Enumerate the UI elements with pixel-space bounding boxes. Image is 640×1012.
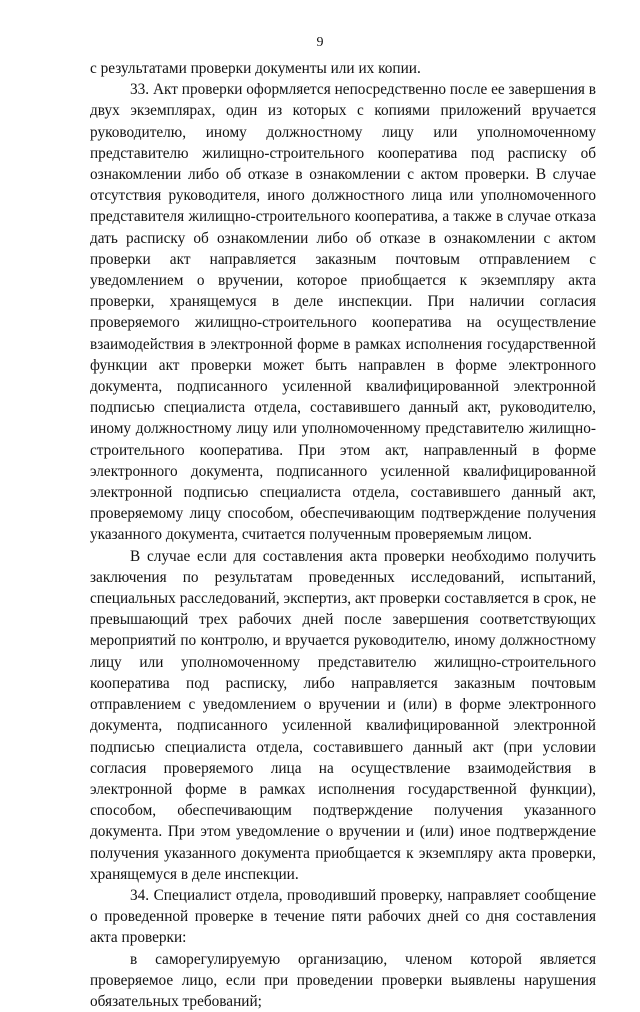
paragraph-sro-notice: в саморегулируемую организацию, членом которой является проверяемое лицо, если при проведении проверки выявлены нарушения обязательных требований; <box>90 950 596 1010</box>
paragraph-expertise-case: В случае если для составления акта проверки необходимо получить заключения по результатам проведенных исследований, испытаний, специальных расследований, экспертиз, акт проверки составляется в срок, не превышающий трех рабочих дней после завершения соответствующих мероприятий по контролю, и вручается руководителю, иному должностному лицу или уполномоченному представителю жилищно-строительного кооператива под расписку, либо направляется заказным почтовым отправлением с уведомлением о вручении и (или) в форме электронного документа, подписанного усиленной квалифицированной электронной подписью специалиста отдела, составившего данный акт (при условии согласия проверяемого лица на осуществление взаимодействия в электронной форме в рамках исполнения государственной функции), способом, обеспечивающим подтверждение получения указанного документа. При этом уведомление о вручении и (или) иное подтверждение получения указанного документа приобщается к экземпляру акта проверки, хранящемуся в деле инспекции. <box>90 547 596 883</box>
paragraph-clause-33: 33. Акт проверки оформляется непосредственно после ее завершения в двух экземплярах, один из которых с копиями приложений вручается руководителю, иному должностному лицу или уполномоченному представителю жилищно-строительного кооператива под расписку об ознакомлении либо об отказе в ознакомлении с актом проверки. В случае отсутствия руководителя, иного должностного лица или уполномоченного представителя жилищно-строительного кооператива, а также в случае отказа дать расписку об ознакомлении либо об отказе в ознакомлении с актом проверки акт направляется заказным почтовым отправлением с уведомлением о вручении, которое приобщается к экземпляру акта проверки, хранящемуся в деле инспекции. При наличии согласия проверяемого жилищно-строительного кооператива на осуществление взаимодействия в электронной форме в рамках исполнения государственной функции акт проверки может быть направлен в форме электронного документа, подписанного усиленной квалифицированной электронной подписью специалиста отдела, составившего данный акт, руководителю, иному должностному лицу или уполномоченному представителю жилищно-строительного кооператива. При этом акт, направленный в форме электронного документа, подписанного усиленной квалифицированной электронной подписью специалиста отдела, составившего данный акт, проверяемому лицу способом, обеспечивающим подтверждение получения указанного документа, считается полученным проверяемым лицом. <box>90 81 596 544</box>
document-body <box>90 58 596 1012</box>
page-number: 9 <box>316 35 324 50</box>
paragraph-clause-34: 34. Специалист отдела, проводивший проверку, направляет сообщение о проведенной проверке в течение пяти рабочих дней со дня составления акта проверки: <box>90 886 596 947</box>
paragraph-continuation: с результатами проверки документы или их копии. <box>90 60 421 77</box>
